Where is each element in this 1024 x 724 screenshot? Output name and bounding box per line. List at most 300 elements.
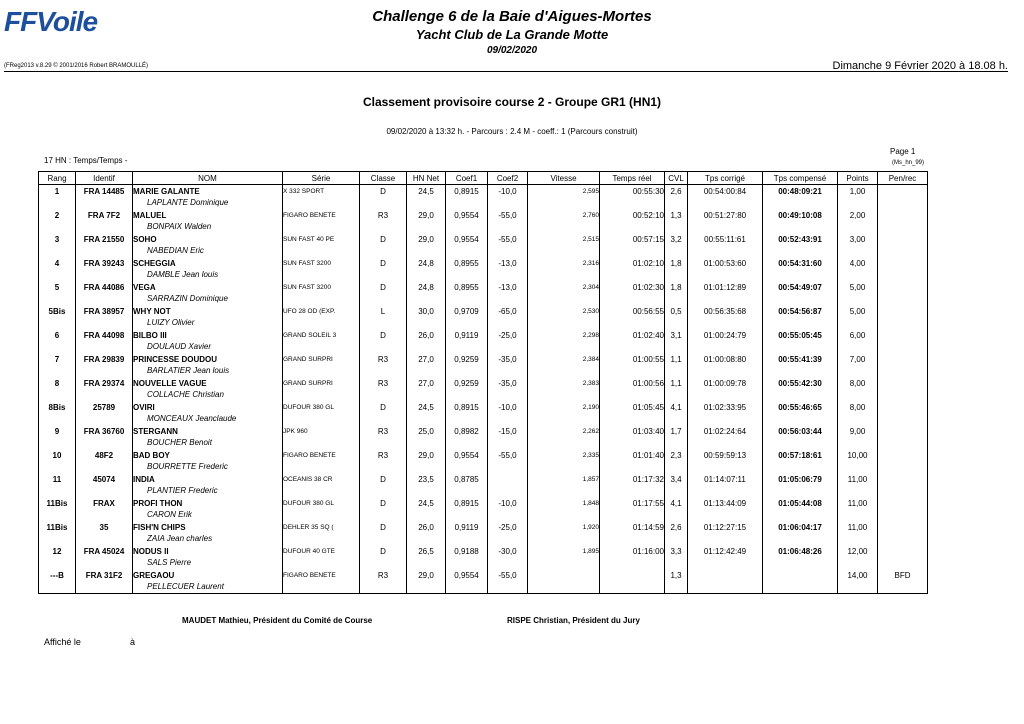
points-cell [838,449,878,473]
speed-value: 2,304 [582,284,599,291]
sail-number-value: FRA 31F2 [85,571,123,580]
points-cell [838,209,878,233]
series-value: DUFOUR 380 GL [283,404,334,411]
skipper-name: COLLACHE Christian [147,390,224,399]
points-value: 11,00 [847,499,868,508]
speed-value: 2,595 [582,188,599,195]
cvl-value: 3,2 [670,235,682,244]
series-value: FIGARO BENETE [283,212,336,219]
cvl-value: 2,3 [670,451,682,460]
compensated-time-value: 01:06:04:17 [778,523,822,532]
corrected-time-cell [688,569,763,594]
real-time-cell [600,305,665,329]
coef1-value: 0,9554 [454,235,479,244]
coef1-value: 0,8955 [454,283,479,292]
speed-value: 2,760 [582,212,599,219]
hn-net-cell [407,473,446,497]
compensated-time-cell [763,281,838,305]
rank-value: 8 [54,379,60,388]
penalty-value [878,329,927,341]
coef2-cell [488,545,528,569]
speed-cell [528,209,600,233]
speed-value: 1,857 [582,476,599,483]
col-header: Série [283,172,360,185]
rank-cell [39,473,76,497]
sail-number-value: FRA 29374 [83,379,125,388]
corrected-time-value: 01:00:53:60 [703,259,747,268]
series-cell [283,329,360,353]
penalty-value [878,473,927,485]
speed-value: 2,515 [582,236,599,243]
corrected-time-cell [688,425,763,449]
speed-cell [528,305,600,329]
cvl-value: 3,4 [670,475,682,484]
name-cell [133,281,283,305]
class-cell [360,209,407,233]
rank-value: ---B [50,571,64,580]
class-value: R3 [377,451,389,460]
cvl-value: 1,1 [670,379,682,388]
name-cell [133,569,283,594]
compensated-time-value: 00:54:31:60 [778,259,822,268]
col-header: Coef1 [446,172,488,185]
cvl-cell [665,305,688,329]
compensated-time-cell [763,185,838,210]
cvl-value: 1,7 [670,427,682,436]
speed-cell [528,353,600,377]
points-value: 8,00 [849,403,866,412]
hn-net-cell [407,209,446,233]
sail-number-value: 25789 [92,403,116,412]
table-row [39,545,928,569]
class-value: D [380,523,386,532]
race-committee-president: MAUDET Mathieu, Président du Comité de Course [182,616,373,625]
hn-net-value: 26,5 [418,547,434,556]
speed-value: 2,383 [582,380,599,387]
series-value: SUN FAST 3200 [283,284,331,291]
penalty-value [878,257,927,269]
corrected-time-value: 00:59:59:13 [703,451,747,460]
coef1-cell [446,401,488,425]
coef2-cell [488,497,528,521]
points-value: 9,00 [849,427,866,436]
hn-net-cell [407,401,446,425]
real-time-cell [600,377,665,401]
class-cell [360,569,407,594]
name-cell [133,521,283,545]
coef2-value: -10,0 [498,499,517,508]
sail-number-cell [76,305,133,329]
corrected-time-value: 01:02:33:95 [703,403,747,412]
print-timestamp: Dimanche 9 Février 2020 à 18.08 h. [832,60,1008,72]
coef1-cell [446,209,488,233]
penalty-cell [878,377,928,401]
corrected-time-cell [688,377,763,401]
sail-number-value: FRA 38957 [83,307,125,316]
sail-number-value: FRA 7F2 [87,211,121,220]
rank-cell [39,353,76,377]
cvl-value: 0,5 [670,307,682,316]
rank-value: 5Bis [48,307,66,316]
cvl-cell [665,569,688,594]
speed-cell [528,521,600,545]
class-value: D [380,547,386,556]
table-row [39,401,928,425]
speed-cell [528,569,600,594]
speed-value: 1,920 [582,524,599,531]
table-row [39,305,928,329]
compensated-time-value: 00:54:56:87 [778,307,822,316]
points-cell [838,497,878,521]
coef1-cell [446,449,488,473]
hn-net-cell [407,425,446,449]
coef1-value: 0,9259 [454,355,479,364]
name-cell [133,209,283,233]
coef2-value: -55,0 [498,235,517,244]
coef1-value: 0,9709 [454,307,479,316]
compensated-time-cell [763,233,838,257]
compensated-time-value: 00:55:42:30 [778,379,822,388]
hn-net-cell [407,329,446,353]
penalty-value [878,401,927,413]
coef1-value: 0,9259 [454,379,479,388]
col-header: Identif [76,172,133,185]
points-value: 11,00 [847,475,868,484]
corrected-time-value: 00:56:35:68 [703,307,747,316]
coef2-value: -55,0 [498,211,517,220]
cvl-cell [665,473,688,497]
compensated-time-value: 00:54:49:07 [778,283,822,292]
name-cell [133,449,283,473]
hn-net-value: 26,0 [418,331,434,340]
skipper-name: LAPLANTE Dominique [147,198,229,207]
sail-number-cell [76,449,133,473]
penalty-value [878,521,927,533]
coef1-cell [446,497,488,521]
sail-number-cell [76,185,133,210]
compensated-time-value: 00:48:09:21 [778,187,822,196]
rank-value: 9 [54,427,60,436]
rank-cell [39,257,76,281]
points-cell [838,257,878,281]
coef2-value: -35,0 [498,355,517,364]
real-time-value: 01:17:32 [632,475,664,484]
rank-value: 2 [54,211,60,220]
series-cell [283,521,360,545]
jury-president: RISPE Christian, Président du Jury [507,616,640,625]
table-row [39,281,928,305]
coef2-value: -25,0 [498,331,517,340]
name-cell [133,305,283,329]
skipper-name: LUIZY Olivier [147,318,195,327]
coef2-cell [488,377,528,401]
boat-name: GREGAOU [133,571,175,580]
name-cell [133,185,283,210]
sail-number-cell [76,209,133,233]
class-cell [360,497,407,521]
coef2-cell [488,521,528,545]
rank-cell [39,305,76,329]
compensated-time-cell [763,497,838,521]
rank-cell [39,401,76,425]
corrected-time-cell [688,185,763,210]
coef2-cell [488,305,528,329]
speed-cell [528,425,600,449]
class-value: D [380,475,386,484]
skipper-name: SALS Pierre [147,558,192,567]
corrected-time-cell [688,545,763,569]
hn-net-value: 25,0 [418,427,434,436]
boat-name: MALUEL [133,211,167,220]
real-time-value: 01:02:40 [632,331,664,340]
penalty-value: BFD [894,571,911,580]
sail-number-value: FRA 21550 [83,235,125,244]
corrected-time-value: 01:00:08:80 [703,355,747,364]
cvl-cell [665,545,688,569]
class-value: D [380,331,386,340]
points-value: 4,00 [849,259,866,268]
hn-net-value: 23,5 [418,475,434,484]
coef1-value: 0,9188 [454,547,479,556]
rank-value: 5 [54,283,60,292]
series-cell [283,425,360,449]
boat-name: PRINCESSE DOUDOU [133,355,218,364]
hn-net-cell [407,353,446,377]
speed-cell [528,281,600,305]
hn-net-cell [407,497,446,521]
penalty-value [878,425,927,437]
rank-value: 3 [54,235,60,244]
real-time-value: 01:00:55 [632,355,664,364]
compensated-time-cell [763,425,838,449]
points-cell [838,425,878,449]
corrected-time-cell [688,281,763,305]
coef1-cell [446,521,488,545]
cvl-cell [665,209,688,233]
real-time-value: 01:16:00 [632,547,664,556]
hn-net-cell [407,233,446,257]
table-row [39,257,928,281]
corrected-time-value: 01:00:09:78 [703,379,747,388]
hn-net-value: 30,0 [418,307,434,316]
compensated-time-cell [763,377,838,401]
boat-name: OVIRI [133,403,155,412]
class-cell [360,329,407,353]
penalty-cell [878,305,928,329]
table-row [39,353,928,377]
speed-cell [528,257,600,281]
name-cell [133,329,283,353]
real-time-value: 01:00:56 [632,379,664,388]
compensated-time-value: 00:52:43:91 [778,235,822,244]
rank-value: 11 [52,475,62,484]
corrected-time-cell [688,449,763,473]
cvl-cell [665,185,688,210]
cvl-cell [665,329,688,353]
penalty-cell [878,353,928,377]
sail-number-cell [76,329,133,353]
compensated-time-value: 00:57:18:61 [778,451,822,460]
compensated-time-cell [763,257,838,281]
real-time-cell [600,449,665,473]
real-time-value: 00:55:30 [632,187,664,196]
corrected-time-value: 01:12:27:15 [703,523,747,532]
coef1-cell [446,305,488,329]
points-value: 7,00 [849,355,866,364]
coef1-value: 0,8915 [454,187,479,196]
cvl-value: 1,8 [670,259,682,268]
page-code: (Ms_hn_99) [892,160,925,166]
sail-number-value: 35 [99,523,109,532]
sail-number-cell [76,281,133,305]
penalty-cell [878,233,928,257]
corrected-time-value: 01:13:44:09 [703,499,747,508]
series-cell [283,401,360,425]
real-time-value: 01:02:30 [632,283,664,292]
coef1-cell [446,569,488,594]
hn-net-value: 27,0 [418,355,434,364]
skipper-name: PELLECUER Laurent [147,582,224,591]
sail-number-cell [76,233,133,257]
compensated-time-value: 01:05:06:79 [778,475,822,484]
real-time-value: 01:05:45 [632,403,664,412]
coef1-cell [446,425,488,449]
boat-name: FISH'N CHIPS [133,523,186,532]
speed-value: 1,848 [582,500,599,507]
compensated-time-value: 00:55:46:65 [778,403,822,412]
points-cell [838,329,878,353]
class-cell [360,401,407,425]
speed-cell [528,377,600,401]
series-cell [283,185,360,210]
hn-net-value: 27,0 [418,379,434,388]
points-value: 11,00 [847,523,868,532]
col-header: NOM [133,172,283,185]
points-value: 12,00 [847,547,868,556]
coef2-value: -55,0 [498,571,517,580]
rank-cell [39,569,76,594]
series-cell [283,353,360,377]
hn-net-cell [407,185,446,210]
points-cell [838,233,878,257]
points-value: 5,00 [849,283,866,292]
coef1-value: 0,9554 [454,451,479,460]
sail-number-cell [76,401,133,425]
hn-net-value: 29,0 [418,211,434,220]
hn-net-value: 26,0 [418,523,434,532]
series-cell [283,473,360,497]
cvl-cell [665,497,688,521]
compensated-time-cell [763,545,838,569]
skipper-name: SARRAZIN Dominique [147,294,228,303]
hn-net-value: 24,5 [418,403,434,412]
table-row [39,233,928,257]
coef2-cell [488,473,528,497]
cvl-cell [665,377,688,401]
col-header: Pen/rec [878,172,928,185]
name-cell [133,377,283,401]
coef2-cell [488,353,528,377]
penalty-cell [878,449,928,473]
coef2-cell [488,425,528,449]
name-cell [133,497,283,521]
real-time-value: 01:03:40 [632,427,664,436]
cvl-value: 1,3 [670,211,682,220]
skipper-name: NABEDIAN Eric [147,246,204,255]
penalty-value [878,377,927,389]
software-credit: (FReg2013 v.8.29 © 2001/2016 Robert BRAMOULLÉ) [4,63,149,69]
series-value: FIGARO BENETE [283,452,336,459]
corrected-time-value: 01:00:24:79 [703,331,747,340]
class-value: D [380,499,386,508]
coef2-cell [488,185,528,210]
points-cell [838,353,878,377]
sail-number-cell [76,521,133,545]
corrected-time-value: 01:12:42:49 [703,547,747,556]
class-cell [360,353,407,377]
coef1-value: 0,9554 [454,571,479,580]
rank-value: 11Bis [46,523,68,532]
rank-cell [39,281,76,305]
page-number: Page 1 [890,147,916,156]
real-time-cell [600,281,665,305]
coef1-value: 0,8955 [454,259,479,268]
class-value: L [380,307,386,316]
coef2-value: -25,0 [498,523,517,532]
corrected-time-value: 00:54:00:84 [703,187,747,196]
series-value: GRAND SURPRI [283,380,333,387]
cvl-value: 3,3 [670,547,682,556]
points-value: 5,00 [849,307,866,316]
compensated-time-cell [763,449,838,473]
penalty-value [878,449,927,461]
compensated-time-cell [763,521,838,545]
penalty-value [878,209,927,221]
points-cell [838,281,878,305]
rank-value: 10 [52,451,62,460]
header-divider [4,71,1008,72]
points-cell [838,305,878,329]
cvl-value: 1,8 [670,283,682,292]
sail-number-value: FRA 14485 [83,187,125,196]
coef2-value: -35,0 [498,379,517,388]
compensated-time-cell [763,353,838,377]
sail-number-value: FRA 45024 [83,547,125,556]
corrected-time-value: 01:01:12:89 [703,283,747,292]
points-value: 8,00 [849,379,866,388]
coef2-value [488,473,527,485]
boat-name: SCHEGGIA [133,259,176,268]
points-cell [838,185,878,210]
coef2-value: -13,0 [498,283,517,292]
sail-number-value: FRA 29839 [83,355,125,364]
points-cell [838,521,878,545]
sail-number-cell [76,545,133,569]
series-cell [283,449,360,473]
penalty-cell [878,569,928,594]
table-row [39,473,928,497]
cvl-value: 4,1 [670,403,682,412]
points-value: 14,00 [847,571,868,580]
rank-value: 7 [54,355,60,364]
class-cell [360,257,407,281]
hn-net-value: 24,5 [418,187,434,196]
series-value: UFO 28 OD (EXP. [283,308,336,315]
ranking-title: Classement provisoire course 2 - Groupe GR1 (HN1) [362,95,662,109]
skipper-name: BOURRETTE Frederic [147,462,228,471]
sail-number-cell [76,257,133,281]
penalty-cell [878,521,928,545]
